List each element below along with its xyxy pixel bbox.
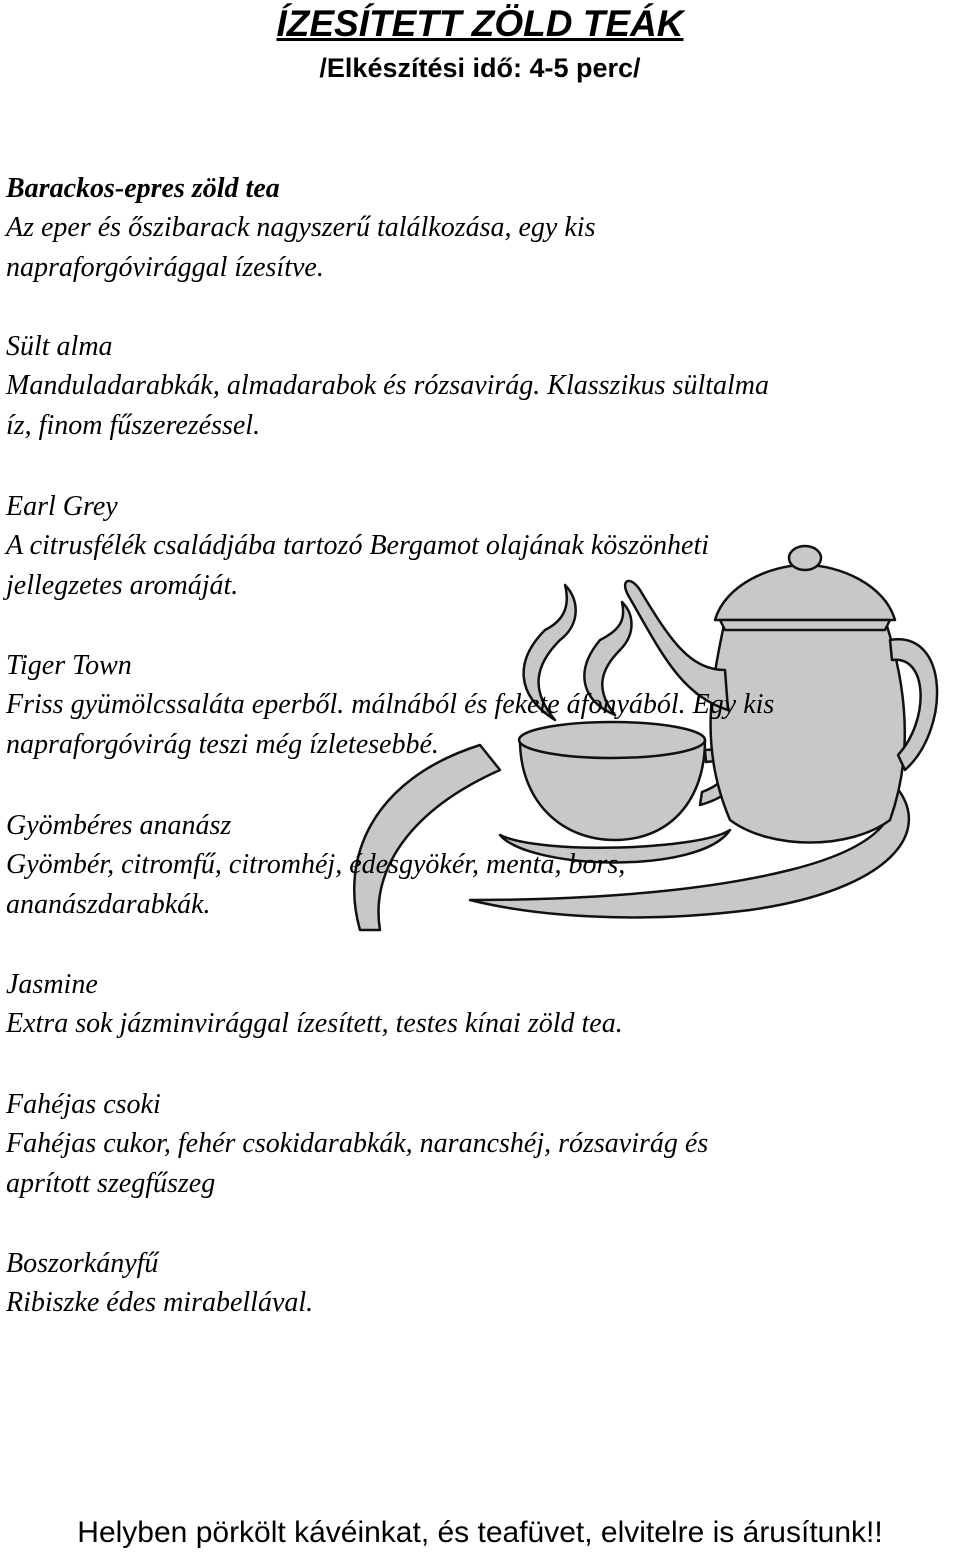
tea-description: Extra sok jázminvirággal ízesített, testes kínai zöld tea. xyxy=(6,1008,623,1039)
tea-name: Earl Grey xyxy=(6,491,118,522)
tea-name: Sült alma xyxy=(6,331,113,362)
tea-name: Tiger Town xyxy=(6,650,132,681)
tea-item-tiger-town xyxy=(6,647,956,765)
tea-description: Gyömbér, citromfű, citromhéj, édesgyökér, menta, bors, xyxy=(6,849,626,880)
footer-note: Helyben pörkölt kávéinkat, és teafüvet, elvitelre is árusítunk!! xyxy=(77,1516,883,1549)
tea-item-earl-grey xyxy=(6,488,956,606)
tea-item-gyomberes-ananasz xyxy=(6,807,956,925)
tea-description: napraforgóvirággal ízesítve. xyxy=(6,252,324,283)
tea-name: Barackos-epres zöld tea xyxy=(6,173,280,204)
tea-description: A citrusfélék családjába tartozó Bergamot olajának köszönheti xyxy=(6,530,710,561)
tea-description: ananászdarabkák. xyxy=(6,889,211,920)
tea-description: Az eper és őszibarack nagyszerű találkozása, egy kis xyxy=(6,212,596,243)
tea-description: Ribiszke édes mirabellával. xyxy=(6,1287,314,1318)
tea-name: Fahéjas csoki xyxy=(6,1089,161,1120)
tea-item-barackos-epres xyxy=(6,170,956,288)
brewing-time: /Elkészítési idő: 4-5 perc/ xyxy=(319,53,641,83)
tea-item-fahejas-csoki xyxy=(6,1086,956,1204)
tea-description: Friss gyümölcssaláta eperből. málnából és fekete áfonyából. Egy kis xyxy=(6,689,775,720)
tea-description: Manduladarabkák, almadarabok és rózsavirág. Klasszikus sültalma xyxy=(6,370,769,401)
tea-name: Jasmine xyxy=(6,969,98,1000)
tea-description: napraforgóvirág teszi még ízletesebbé. xyxy=(6,729,439,760)
tea-item-sult-alma xyxy=(6,328,956,446)
tea-description: Fahéjas cukor, fehér csokidarabkák, narancshéj, rózsavirág és xyxy=(6,1128,709,1159)
page-title: ÍZESÍTETT ZÖLD TEÁK xyxy=(276,3,684,44)
tea-item-boszorkanyfu xyxy=(6,1245,956,1323)
tea-description: íz, finom fűszerezéssel. xyxy=(6,410,261,441)
tea-description: jellegzetes aromáját. xyxy=(6,570,239,601)
tea-name: Gyömbéres ananász xyxy=(6,810,232,841)
tea-description: aprított szegfűszeg xyxy=(6,1168,216,1199)
tea-name: Boszorkányfű xyxy=(6,1248,159,1279)
tea-item-jasmine xyxy=(6,966,956,1044)
